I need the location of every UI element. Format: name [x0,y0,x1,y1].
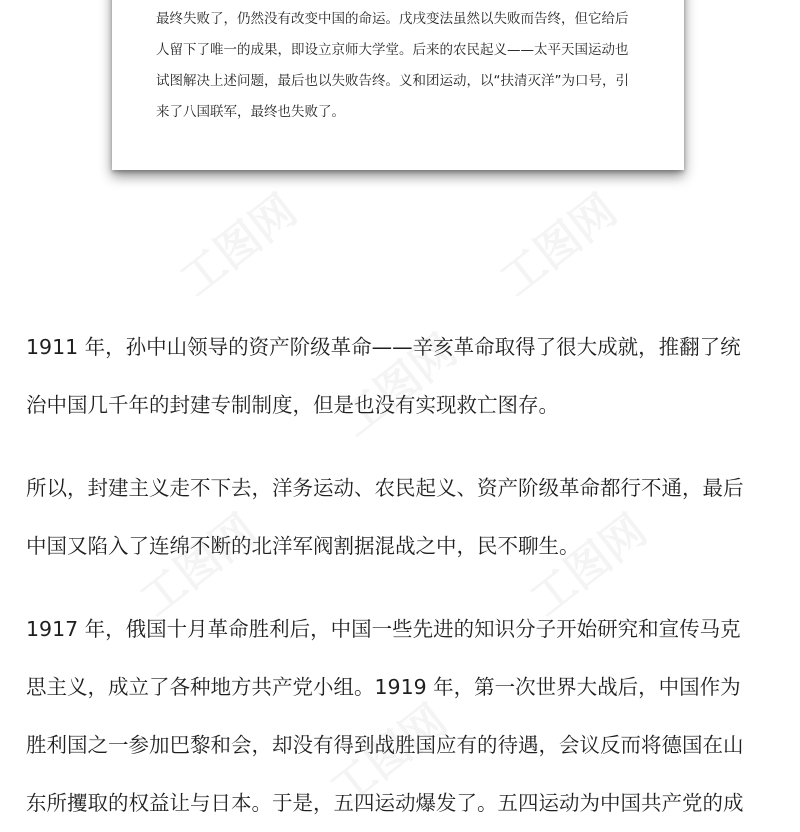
watermark-logo [484,176,627,308]
paragraph-line: 1911 年，孙中山领导的资产阶级革命——辛亥革命取得了很大成就，推翻了统 [26,335,741,359]
card-line: 试图解决上述问题，最后也以失败告终。义和团运动，以“扶清灭洋”为口号，引 [156,73,629,89]
paragraph-line: 所以，封建主义走不下去，洋务运动、农民起义、资产阶级革命都行不通，最后 [26,476,744,500]
watermark-logo [164,176,307,308]
paragraph-line: 1917 年，俄国十月革命胜利后，中国一些先进的知识分子开始研究和宣传马克 [26,617,741,641]
card-line: 人留下了唯一的成果，即设立京师大学堂。后来的农民起义——太平天国运动也 [156,42,629,58]
card-text [156,4,656,128]
paragraph-xinhai-revolution [26,318,786,434]
paragraph-warlord-era [26,459,786,575]
text-card [112,0,684,170]
paragraph-line: 胜利国之一参加巴黎和会，却没有得到战胜国应有的待遇，会议反而将德国在山 [26,733,744,757]
paragraph-line: 东所攫取的权益让与日本。于是，五四运动爆发了。五四运动为中国共产党的成 [26,791,744,815]
paragraph-line: 思主义，成立了各种地方共产党小组。1919 年，第一次世界大战后，中国作为 [26,675,741,699]
card-line: 最终失败了，仍然没有改变中国的命运。戊戌变法虽然以失败而告终，但它给后 [156,11,629,27]
paragraph-may-fourth [26,600,786,832]
paragraph-line: 中国又陷入了连绵不断的北洋军阀割据混战之中，民不聊生。 [26,534,580,558]
card-line: 来了八国联军，最终也失败了。 [156,104,345,120]
paragraph-line: 治中国几千年的封建专制制度，但是也没有实现救亡图存。 [26,393,559,417]
